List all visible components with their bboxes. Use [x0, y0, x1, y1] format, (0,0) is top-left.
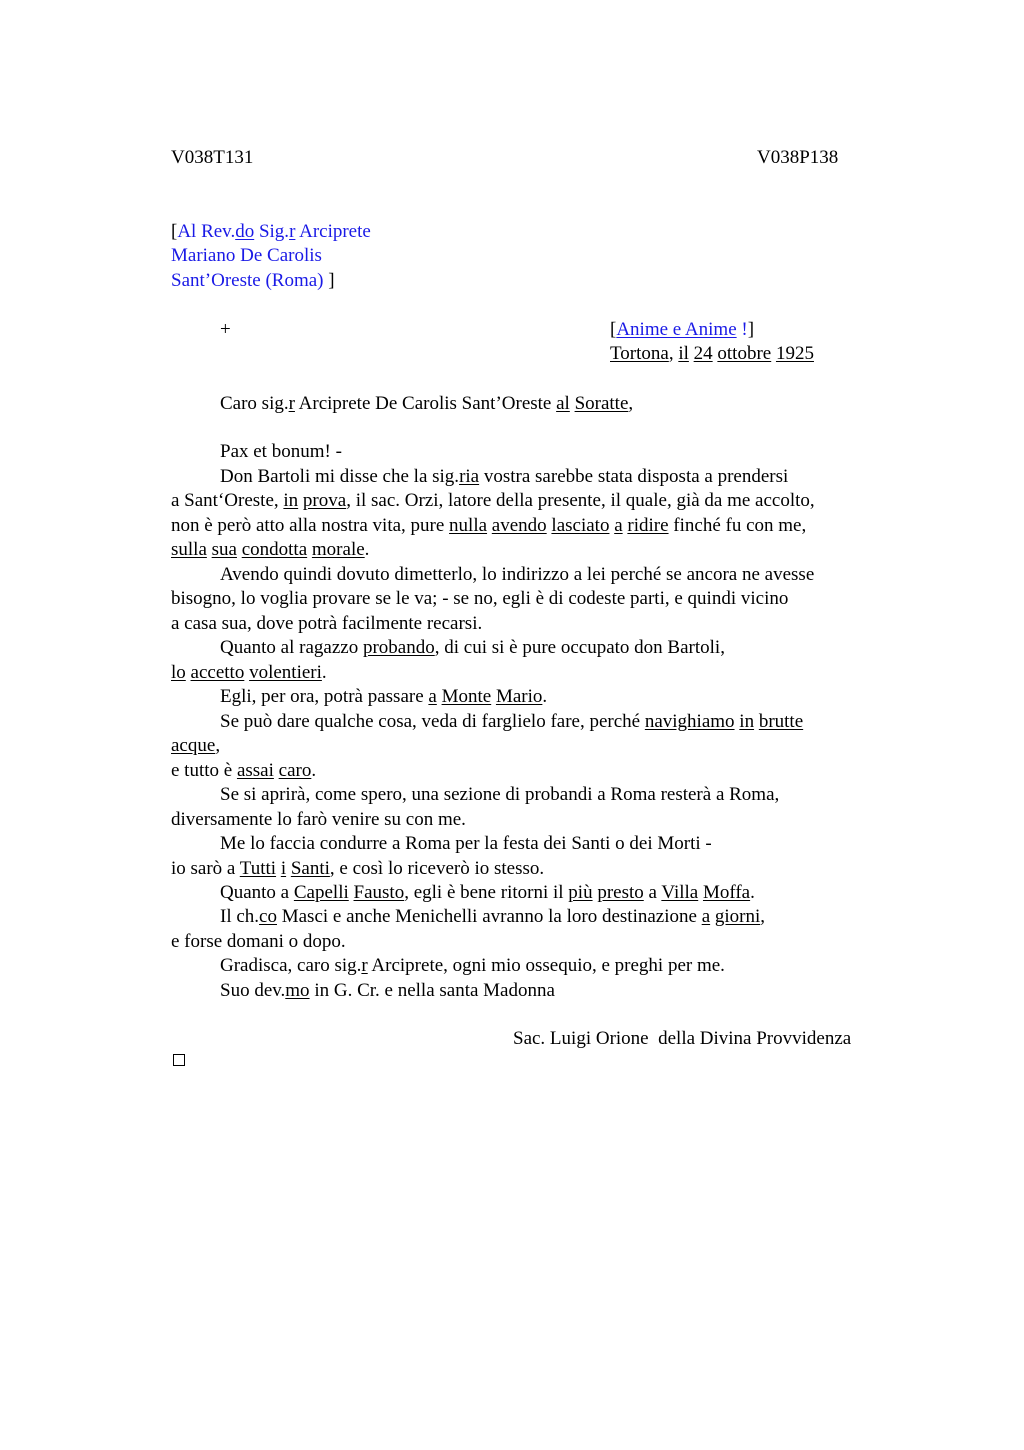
dateline: Tortona, il 24 ottobre 1925	[610, 343, 814, 364]
title-link[interactable]: Anime e Anime	[616, 319, 737, 340]
body-line: bisogno, lo voglia provare se le va; - se no, egli è di codeste parti, e quindi vicino	[171, 588, 789, 609]
body-line: Pax et bonum! -	[220, 441, 342, 462]
square-mark-icon	[173, 1054, 185, 1066]
body-line: io sarò a Tutti i Santi, e così lo riceverò io stesso.	[171, 858, 545, 879]
address-line-2: Mariano De Carolis	[171, 245, 322, 266]
address-line-1: [Al Rev.do Sig.r Arciprete	[171, 221, 371, 242]
body-line: sulla sua condotta morale.	[171, 539, 370, 560]
body-line: Suo dev.mo in G. Cr. e nella santa Madonna	[220, 980, 555, 1001]
title-note: [Anime e Anime !]	[610, 319, 755, 340]
address-line-3: Sant’Oreste (Roma) ]	[171, 270, 335, 291]
body-line: Quanto al ragazzo probando, di cui si è pure occupato don Bartoli,	[220, 637, 725, 658]
body-line: Egli, per ora, potrà passare a Monte Mario.	[220, 686, 548, 707]
body-line: Avendo quindi dovuto dimetterlo, lo indirizzo a lei perché se ancora ne avesse	[220, 564, 815, 585]
body-line: Me lo faccia condurre a Roma per la festa dei Santi o dei Morti -	[220, 833, 712, 854]
cross-mark: +	[220, 319, 231, 340]
body-line: Il ch.co Masci e anche Menichelli avranno la loro destinazione a giorni,	[220, 906, 766, 927]
body-line: Don Bartoli mi disse che la sig.ria vostra sarebbe stata disposta a prendersi	[220, 466, 789, 487]
salutation: Caro sig.r Arciprete De Carolis Sant’Oreste al Soratte,	[220, 393, 634, 414]
body-line: Se può dare qualche cosa, veda di farglielo fare, perché navighiamo in brutte	[220, 711, 804, 732]
body-line: a casa sua, dove potrà facilmente recarsi.	[171, 613, 483, 634]
body-line: non è però atto alla nostra vita, pure nulla avendo lasciato a ridire finché fu con me,	[171, 515, 807, 536]
document-code-right: V038P138	[757, 147, 839, 168]
document-code-left: V038T131	[171, 147, 254, 168]
body-line: a Sant‘Oreste, in prova, il sac. Orzi, latore della presente, il quale, già da me accolto,	[171, 490, 815, 511]
body-line: Gradisca, caro sig.r Arciprete, ogni mio ossequio, e preghi per me.	[220, 955, 725, 976]
body-line: lo accetto volentieri.	[171, 662, 327, 683]
body-line: e tutto è assai caro.	[171, 760, 317, 781]
body-line: diversamente lo farò venire su con me.	[171, 809, 466, 830]
body-line: Se si aprirà, come spero, una sezione di probandi a Roma resterà a Roma,	[220, 784, 780, 805]
body-line: Quanto a Capelli Fausto, egli è bene ritorni il più presto a Villa Moffa.	[220, 882, 755, 903]
signature: Sac. Luigi Orione della Divina Provvidenza	[513, 1028, 852, 1049]
body-line: e forse domani o dopo.	[171, 931, 346, 952]
body-line: acque,	[171, 735, 221, 756]
